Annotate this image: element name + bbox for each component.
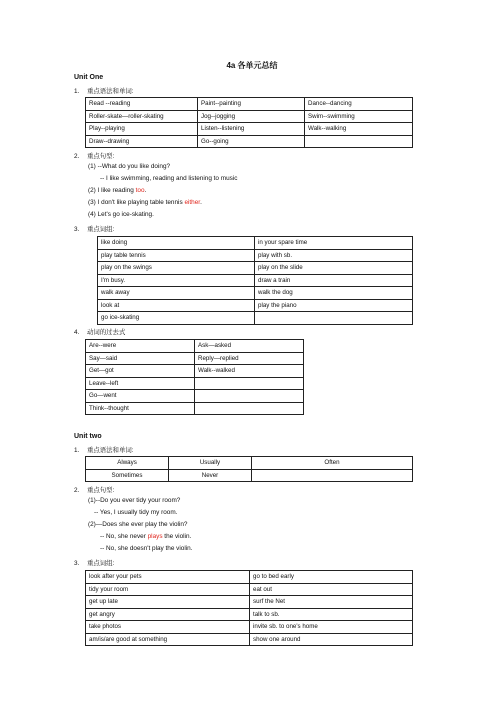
table-row [98,237,413,250]
table-cell: get up late [86,596,250,609]
unit-two-heading: Unit two [74,433,102,440]
sentence-text: . [200,199,202,206]
table-cell: Get—got [86,365,195,378]
table-row [98,249,413,262]
unit2-section-3 [74,558,114,567]
sentence-line: -- Yes, I usually tidy my room. [94,509,178,516]
table-cell: surf the Net [250,596,413,609]
table-cell: go ice-skating [98,312,255,325]
past-tense-table [85,339,304,415]
table-cell: like doing [98,237,255,250]
unit2-section-2 [74,485,114,494]
table-cell: Think--thought [86,402,195,415]
sentence-text: (2) I like reading [88,187,136,194]
sentence-line: (2)—Does she ever play the violin? [88,521,188,528]
table-cell: Usually [169,457,252,470]
table-row [86,621,413,634]
table-row [86,377,304,390]
table-cell: Are--were [86,340,195,353]
table-row [98,299,413,312]
section-number: 3. [74,226,80,233]
section-number: 3. [74,560,80,567]
table-row [86,352,304,365]
sentence-line: -- No, she doesn't play the violin. [100,545,193,552]
table-cell: show one around [250,633,413,646]
table-cell: get angry [86,608,250,621]
sentence-line [100,533,191,540]
table-cell: walk the dog [255,287,413,300]
table-cell: Say—said [86,352,195,365]
table-cell: Swim--swimming [305,110,413,123]
table-cell: Go--going [198,135,305,148]
section-number: 2. [74,487,80,494]
table-cell: I'm busy. [98,274,255,287]
table-cell: look after your pets [86,571,250,584]
table-cell: Jog--jogging [198,110,305,123]
table-cell: in your spare time [255,237,413,250]
sentence-line: (4) Let's go ice-skating. [88,211,154,218]
unit2-section-1 [74,445,134,454]
table-row [86,633,413,646]
section-title: 重点句型: [87,487,115,494]
table-row [86,402,304,415]
table-cell [195,402,304,415]
vocab-table-unit1 [85,97,413,148]
section-number: 4. [74,329,80,336]
table-row [98,274,413,287]
table-cell: Walk--walking [305,123,413,136]
table-cell: talk to sb. [250,608,413,621]
table-row [86,608,413,621]
table-row [98,312,413,325]
page-title: 4a 各单元总结 [226,61,278,70]
table-row [86,123,413,136]
phrases-table-unit1 [97,236,413,325]
sentence-line: (1) --What do you like doing? [88,163,171,170]
highlighted-word: either [184,199,201,206]
table-cell: invite sb. to one's home [250,621,413,634]
table-row [86,390,304,403]
phrases-table-unit2 [85,570,413,646]
section-title: 重点语法和单词: [87,88,134,95]
section-number: 1. [74,447,80,454]
section-title: 重点词组: [87,560,115,567]
table-cell [252,469,413,482]
unit1-section-3 [74,224,114,233]
table-cell: Never [169,469,252,482]
table-row [86,135,413,148]
table-row [86,340,304,353]
table-cell: go to bed early [250,571,413,584]
section-number: 2. [74,153,80,160]
sentence-line: -- I like swimming, reading and listening to music [100,175,238,182]
section-title: 动词的过去式 [87,329,126,336]
table-cell: take photos [86,621,250,634]
table-cell: play with sb. [255,249,413,262]
table-cell: Walk--walked [195,365,304,378]
table-row [86,583,413,596]
unit-one-heading: Unit One [74,74,104,81]
table-row [86,571,413,584]
sentence-text: -- No, she never [100,533,148,540]
table-cell: Often [252,457,413,470]
table-cell: Always [86,457,169,470]
table-row [86,110,413,123]
sentence-line [88,187,146,194]
table-cell: am/is/are good at something [86,633,250,646]
unit1-section-2 [74,151,114,160]
table-cell: Draw--drawing [86,135,198,148]
sentence-text: . [144,187,147,194]
table-cell: walk away [98,287,255,300]
unit1-section-4 [74,327,125,336]
table-cell: look at [98,299,255,312]
table-cell: Roller-skate—roller-skating [86,110,198,123]
table-cell: Ask—asked [195,340,304,353]
table-cell: Go—went [86,390,195,403]
highlighted-word: plays [147,533,163,540]
sentence-line: (1)--Do you ever tidy your room? [88,497,181,504]
sentence-text: (3) I don't like playing table tennis [88,199,185,206]
section-title: 重点语法和单词: [87,447,134,454]
table-row [86,469,413,482]
table-cell [305,135,413,148]
table-cell: play the piano [255,299,413,312]
table-cell: play on the swings [98,262,255,275]
table-cell: tidy your room [86,583,250,596]
table-cell [195,377,304,390]
table-cell: Read --reading [86,98,198,111]
table-cell [195,390,304,403]
unit1-section-1 [74,86,134,95]
table-cell: Listen--listening [198,123,305,136]
section-title: 重点句型: [87,153,115,160]
table-cell: eat out [250,583,413,596]
table-row [86,98,413,111]
table-row [98,262,413,275]
table-cell: Play--playing [86,123,198,136]
table-cell: Leave--left [86,377,195,390]
table-cell: Paint--painting [198,98,305,111]
section-title: 重点词组: [87,226,115,233]
table-cell: Sometimes [86,469,169,482]
section-number: 1. [74,88,80,95]
table-cell: Reply—replied [195,352,304,365]
table-cell [255,312,413,325]
table-cell: play table tennis [98,249,255,262]
table-row [86,457,413,470]
table-cell: play on the slide [255,262,413,275]
table-cell: draw a train [255,274,413,287]
highlighted-word: too [135,187,145,194]
table-cell: Dance--dancing [305,98,413,111]
table-row [86,596,413,609]
frequency-table [85,456,413,482]
sentence-text: the violin. [162,533,192,540]
table-row [98,287,413,300]
table-row [86,365,304,378]
sentence-line [88,199,202,206]
